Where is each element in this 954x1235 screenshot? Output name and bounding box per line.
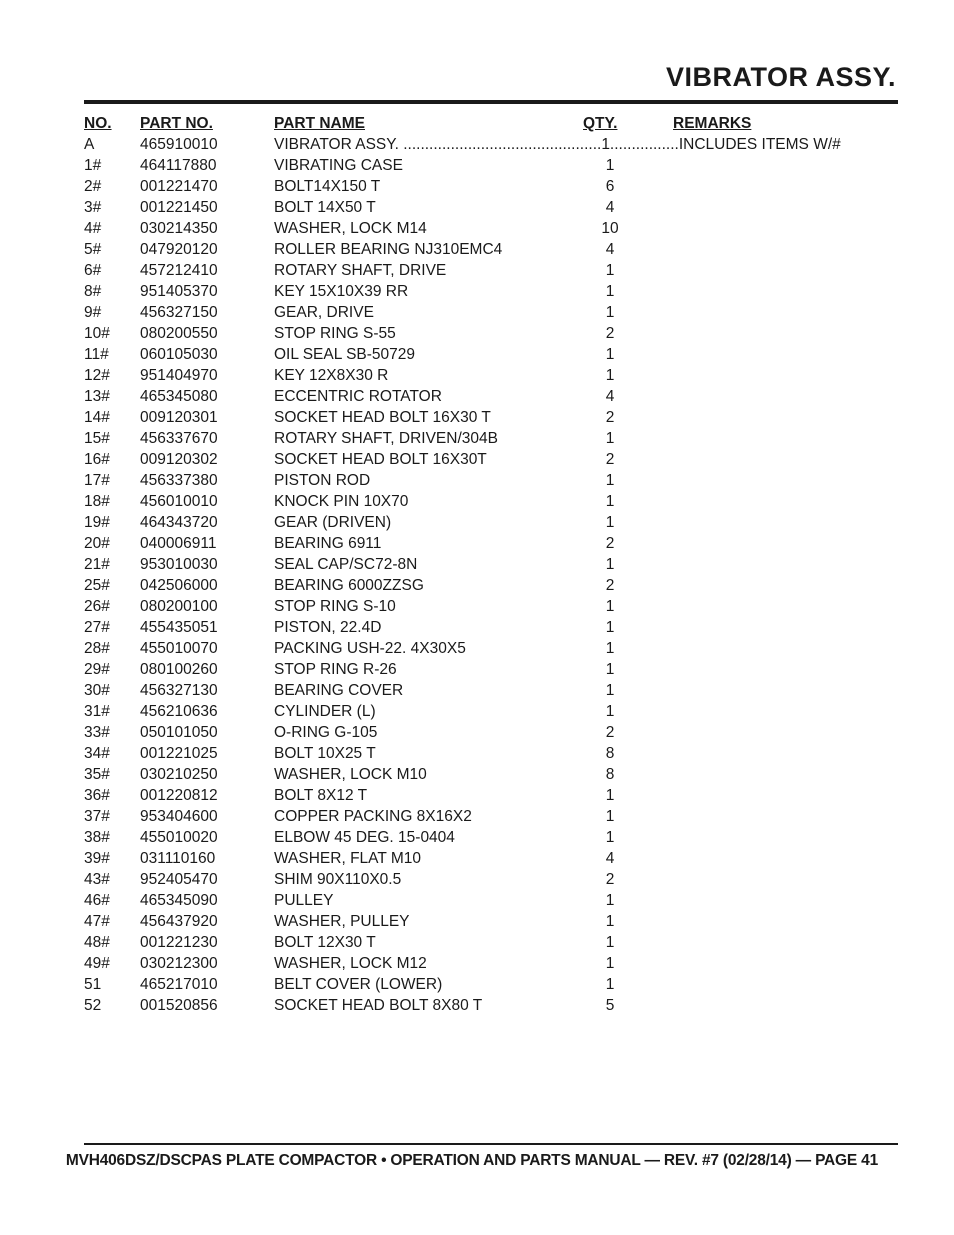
row-no: 21# — [84, 556, 110, 573]
row-part-name: BOLT 12X30 T — [274, 934, 376, 951]
row-part-no: 456327150 — [140, 304, 218, 321]
row-part-name: CYLINDER (L) — [274, 703, 376, 720]
table-row — [84, 974, 904, 995]
table-row — [84, 764, 904, 785]
row-no: 25# — [84, 577, 110, 594]
row-no: 36# — [84, 787, 110, 804]
row-qty: 6 — [605, 178, 615, 195]
table-row — [84, 386, 904, 407]
row-part-no: 060105030 — [140, 346, 218, 363]
row-part-name: KEY 15X10X39 RR — [274, 283, 409, 300]
row-qty: 1 — [605, 283, 615, 300]
row-qty: 1 — [605, 598, 615, 615]
row-no: 30# — [84, 682, 110, 699]
row-qty: 1 — [605, 913, 615, 930]
row-no: 28# — [84, 640, 110, 657]
row-no: A — [84, 136, 95, 153]
row-no: 33# — [84, 724, 110, 741]
row-qty: 1 — [605, 703, 615, 720]
row-part-no: 001220812 — [140, 787, 218, 804]
table-row — [84, 491, 904, 512]
table-body — [84, 155, 904, 1016]
row-part-name: BOLT 14X50 T — [274, 199, 376, 216]
row-qty: 1 — [605, 829, 615, 846]
table-row — [84, 554, 904, 575]
row-part-name: STOP RING S-10 — [274, 598, 396, 615]
row-part-no: 455435051 — [140, 619, 218, 636]
table-row — [84, 932, 904, 953]
row-qty: 2 — [605, 724, 615, 741]
table-row — [84, 596, 904, 617]
row-part-no: 953010030 — [140, 556, 218, 573]
row-part-no: 465217010 — [140, 976, 218, 993]
table-row — [84, 617, 904, 638]
table-row-assembly — [84, 134, 904, 155]
table-row — [84, 323, 904, 344]
table-row — [84, 743, 904, 764]
row-qty: 4 — [605, 241, 615, 258]
row-qty: 2 — [605, 409, 615, 426]
table-row — [84, 407, 904, 428]
row-part-name: WASHER, FLAT M10 — [274, 850, 421, 867]
row-part-no: 047920120 — [140, 241, 218, 258]
row-qty: 4 — [605, 199, 615, 216]
row-qty: 1 — [605, 955, 615, 972]
row-no: 51 — [84, 976, 102, 993]
row-no: 29# — [84, 661, 110, 678]
table-row — [84, 953, 904, 974]
row-part-name: ELBOW 45 DEG. 15-0404 — [274, 829, 455, 846]
page-footer: MVH406DSZ/DSCPAS PLATE COMPACTOR • OPERATION AND PARTS MANUAL — REV. #7 (02/28/14) — PAGE 41 — [65, 1152, 878, 1169]
header-qty: QTY. — [583, 115, 618, 132]
table-row — [84, 197, 904, 218]
row-no: 48# — [84, 934, 110, 951]
row-part-no: 001520856 — [140, 997, 218, 1014]
row-name-leader: VIBRATOR ASSY. ..............................................1................INCLUDES ITEMS W/# — [274, 136, 841, 153]
row-part-no: 951404970 — [140, 367, 218, 384]
table-row — [84, 281, 904, 302]
row-part-name: WASHER, PULLEY — [274, 913, 410, 930]
table-row — [84, 659, 904, 680]
header-part-name: PART NAME — [274, 115, 365, 132]
row-part-name: PACKING USH-22. 4X30X5 — [274, 640, 466, 657]
table-row — [84, 512, 904, 533]
row-no: 13# — [84, 388, 110, 405]
row-part-name: KEY 12X8X30 R — [274, 367, 389, 384]
row-qty: 1 — [605, 304, 615, 321]
row-no: 20# — [84, 535, 110, 552]
row-part-name: PISTON, 22.4D — [274, 619, 382, 636]
row-part-name: WASHER, LOCK M14 — [274, 220, 427, 237]
row-part-name: ROTARY SHAFT, DRIVE — [274, 262, 447, 279]
row-no: 38# — [84, 829, 110, 846]
row-qty: 8 — [605, 766, 615, 783]
row-no: 17# — [84, 472, 110, 489]
row-part-no: 456337380 — [140, 472, 218, 489]
row-part-name: SOCKET HEAD BOLT 8X80 T — [274, 997, 483, 1014]
row-part-no: 001221025 — [140, 745, 218, 762]
row-part-no: 050101050 — [140, 724, 218, 741]
table-row — [84, 722, 904, 743]
table-row — [84, 155, 904, 176]
row-no: 35# — [84, 766, 110, 783]
row-part-name: ECCENTRIC ROTATOR — [274, 388, 442, 405]
row-qty: 8 — [605, 745, 615, 762]
row-qty: 2 — [605, 871, 615, 888]
table-row — [84, 344, 904, 365]
row-no: 12# — [84, 367, 110, 384]
row-no: 11# — [84, 346, 109, 363]
row-qty: 1 — [605, 262, 615, 279]
row-no: 18# — [84, 493, 110, 510]
table-row — [84, 995, 904, 1016]
row-qty: 1 — [605, 157, 615, 174]
row-part-name: O-RING G-105 — [274, 724, 378, 741]
row-no: 16# — [84, 451, 110, 468]
table-row — [84, 239, 904, 260]
row-no: 9# — [84, 304, 102, 321]
row-part-no: 456010010 — [140, 493, 218, 510]
row-part-name: GEAR (DRIVEN) — [274, 514, 392, 531]
row-part-no: 465345090 — [140, 892, 218, 909]
row-no: 52 — [84, 997, 102, 1014]
table-row — [84, 260, 904, 281]
table-row — [84, 302, 904, 323]
table-row — [84, 785, 904, 806]
row-no: 37# — [84, 808, 110, 825]
table-row — [84, 827, 904, 848]
table-row — [84, 533, 904, 554]
row-no: 15# — [84, 430, 110, 447]
row-part-no: 465910010 — [140, 136, 218, 153]
row-part-name: BEARING COVER — [274, 682, 404, 699]
row-no: 10# — [84, 325, 110, 342]
row-qty: 1 — [605, 493, 615, 510]
header-remarks: REMARKS — [673, 115, 752, 132]
row-qty: 1 — [605, 892, 615, 909]
table-row — [84, 176, 904, 197]
row-no: 27# — [84, 619, 110, 636]
row-part-no: 952405470 — [140, 871, 218, 888]
row-qty: 4 — [605, 388, 615, 405]
row-part-no: 464117880 — [140, 157, 217, 174]
row-qty: 1 — [605, 472, 615, 489]
row-part-no: 455010020 — [140, 829, 218, 846]
header-part-no: PART NO. — [140, 115, 213, 132]
row-part-no: 951405370 — [140, 283, 218, 300]
row-part-no: 001221470 — [140, 178, 218, 195]
row-qty: 10 — [601, 220, 619, 237]
row-part-name: BEARING 6911 — [274, 535, 382, 552]
row-part-no: 080200550 — [140, 325, 218, 342]
row-no: 43# — [84, 871, 110, 888]
row-qty: 1 — [605, 976, 615, 993]
table-row — [84, 701, 904, 722]
row-part-no: 031110160 — [140, 850, 216, 867]
row-no: 1# — [84, 157, 102, 174]
row-part-name: SOCKET HEAD BOLT 16X30 T — [274, 409, 491, 426]
page-title: VIBRATOR ASSY. — [665, 62, 896, 92]
row-no: 3# — [84, 199, 102, 216]
row-qty: 2 — [605, 577, 615, 594]
row-part-name: VIBRATING CASE — [274, 157, 403, 174]
row-qty: 1 — [605, 682, 615, 699]
row-qty: 1 — [605, 808, 615, 825]
row-qty: 4 — [605, 850, 615, 867]
row-part-no: 465345080 — [140, 388, 218, 405]
row-part-name: KNOCK PIN 10X70 — [274, 493, 409, 510]
row-part-name: WASHER, LOCK M12 — [274, 955, 427, 972]
table-row — [84, 806, 904, 827]
row-qty: 1 — [605, 367, 615, 384]
table-row — [84, 449, 904, 470]
row-part-name: SOCKET HEAD BOLT 16X30T — [274, 451, 487, 468]
row-part-name: COPPER PACKING 8X16X2 — [274, 808, 472, 825]
table-row — [84, 218, 904, 239]
table-row — [84, 848, 904, 869]
row-no: 47# — [84, 913, 110, 930]
row-part-no: 455010070 — [140, 640, 218, 657]
row-no: 5# — [84, 241, 102, 258]
row-part-name: PULLEY — [274, 892, 334, 909]
row-part-no: 009120302 — [140, 451, 218, 468]
row-part-no: 457212410 — [140, 262, 218, 279]
row-part-name: BOLT 10X25 T — [274, 745, 376, 762]
row-no: 31# — [84, 703, 110, 720]
row-part-no: 001221230 — [140, 934, 218, 951]
row-no: 39# — [84, 850, 110, 867]
row-qty: 1 — [605, 787, 615, 804]
title-rule — [84, 100, 898, 104]
row-qty: 5 — [605, 997, 615, 1014]
row-part-name: WASHER, LOCK M10 — [274, 766, 427, 783]
row-no: 34# — [84, 745, 110, 762]
row-qty: 1 — [605, 619, 615, 636]
parts-table — [84, 113, 904, 1016]
table-row — [84, 365, 904, 386]
row-part-no: 030210250 — [140, 766, 218, 783]
row-part-no: 040006911 — [140, 535, 217, 552]
row-no: 4# — [84, 220, 102, 237]
table-row — [84, 869, 904, 890]
row-no: 14# — [84, 409, 110, 426]
row-no: 26# — [84, 598, 110, 615]
table-row — [84, 911, 904, 932]
row-part-name: ROTARY SHAFT, DRIVEN/304B — [274, 430, 498, 447]
table-row — [84, 575, 904, 596]
row-qty: 1 — [605, 430, 615, 447]
row-part-name: BOLT14X150 T — [274, 178, 381, 195]
row-part-no: 009120301 — [140, 409, 218, 426]
row-part-name: BEARING 6000ZZSG — [274, 577, 424, 594]
row-part-no: 456327130 — [140, 682, 218, 699]
row-part-name: BELT COVER (LOWER) — [274, 976, 443, 993]
row-qty: 2 — [605, 325, 615, 342]
row-part-name: PISTON ROD — [274, 472, 371, 489]
row-qty: 1 — [605, 640, 615, 657]
table-row — [84, 638, 904, 659]
row-part-no: 456437920 — [140, 913, 218, 930]
row-part-no: 464343720 — [140, 514, 218, 531]
row-part-name: STOP RING R-26 — [274, 661, 397, 678]
row-no: 2# — [84, 178, 102, 195]
footer-rule — [84, 1143, 898, 1145]
row-part-no: 456337670 — [140, 430, 218, 447]
row-no: 6# — [84, 262, 102, 279]
row-qty: 2 — [605, 535, 615, 552]
row-qty: 2 — [605, 451, 615, 468]
row-qty: 1 — [605, 934, 615, 951]
table-header — [84, 113, 904, 134]
row-no: 8# — [84, 283, 102, 300]
row-part-name: STOP RING S-55 — [274, 325, 396, 342]
row-part-no: 080100260 — [140, 661, 218, 678]
row-qty: 1 — [605, 556, 615, 573]
row-no: 46# — [84, 892, 110, 909]
row-part-name: SHIM 90X110X0.5 — [274, 871, 402, 888]
header-no: NO. — [84, 115, 112, 132]
row-part-name: BOLT 8X12 T — [274, 787, 368, 804]
row-part-no: 042506000 — [140, 577, 218, 594]
row-qty: 1 — [605, 346, 615, 363]
row-part-no: 030212300 — [140, 955, 218, 972]
row-part-no: 001221450 — [140, 199, 218, 216]
row-part-name: OIL SEAL SB-50729 — [274, 346, 416, 363]
table-row — [84, 890, 904, 911]
row-qty: 1 — [605, 661, 615, 678]
table-row — [84, 428, 904, 449]
table-row — [84, 680, 904, 701]
row-part-name: ROLLER BEARING NJ310EMC4 — [274, 241, 503, 258]
row-part-no: 080200100 — [140, 598, 218, 615]
row-part-name: GEAR, DRIVE — [274, 304, 374, 321]
row-qty: 1 — [605, 514, 615, 531]
row-part-name: SEAL CAP/SC72-8N — [274, 556, 418, 573]
row-part-no: 456210636 — [140, 703, 218, 720]
row-no: 19# — [84, 514, 110, 531]
row-part-no: 030214350 — [140, 220, 218, 237]
table-row — [84, 470, 904, 491]
row-part-no: 953404600 — [140, 808, 218, 825]
row-no: 49# — [84, 955, 110, 972]
